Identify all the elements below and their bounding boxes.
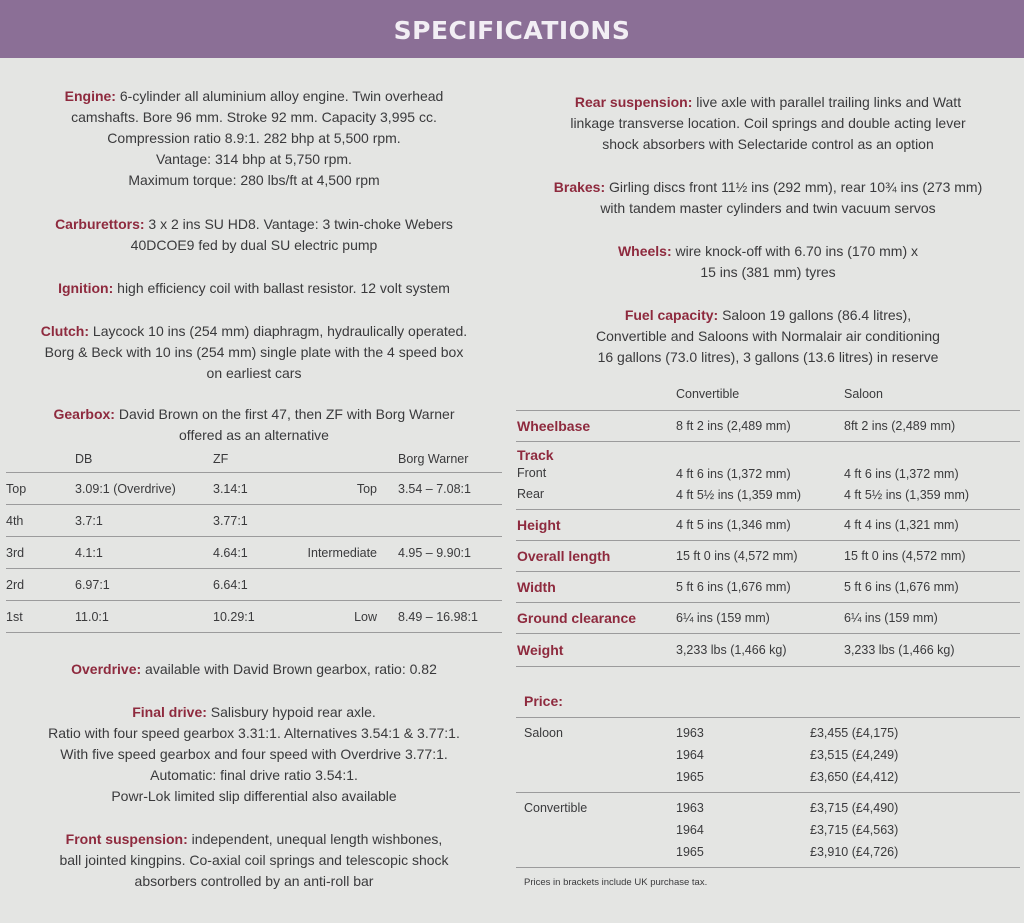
final-drive-spec bbox=[6, 702, 502, 807]
gearbox-line: David Brown on the first 47, then ZF with Borg Warner bbox=[118, 406, 455, 422]
track-saloon bbox=[843, 442, 1020, 510]
overall-length-saloon: 15 ft 0 ins (4,572 mm) bbox=[843, 541, 1020, 572]
table-row bbox=[516, 411, 1020, 442]
price-year: 1965 bbox=[676, 845, 704, 859]
table-row bbox=[6, 601, 502, 633]
dimensions-header-row bbox=[516, 378, 1020, 411]
weight-saloon: 3,233 lbs (1,466 kg) bbox=[843, 634, 1020, 667]
spacer bbox=[6, 384, 502, 404]
ignition-spec bbox=[6, 278, 502, 299]
front-suspension-line: independent, unequal length wishbones, bbox=[191, 831, 443, 847]
ground-clearance-label: Ground clearance bbox=[516, 603, 675, 634]
front-suspension-line: ball jointed kingpins. Co-axial coil springs and telescopic shock bbox=[59, 852, 449, 868]
bw-cell: 4.95 – 9.90:1 bbox=[398, 537, 502, 569]
price-year: 1963 bbox=[676, 726, 704, 740]
track-rear-convertible: 4 ft 5½ ins (1,359 mm) bbox=[676, 488, 802, 502]
final-drive-line: Automatic: final drive ratio 3.54:1. bbox=[150, 767, 358, 783]
wheelbase-label: Wheelbase bbox=[516, 411, 675, 442]
db-cell: 11.0:1 bbox=[75, 601, 213, 633]
saloon-price-label: Saloon bbox=[516, 718, 675, 793]
price-footnote: Prices in brackets include UK purchase tax. bbox=[524, 877, 708, 888]
page-title: SPECIFICATIONS bbox=[393, 15, 631, 45]
front-suspension-label: Front suspension: bbox=[65, 831, 188, 847]
zf-cell: 4.64:1 bbox=[213, 537, 291, 569]
saloon-years bbox=[675, 718, 809, 793]
wheels-spec bbox=[516, 241, 1020, 283]
spacer bbox=[516, 219, 1020, 241]
saloon-prices bbox=[809, 718, 1020, 793]
engine-line: camshafts. Bore 96 mm. Stroke 92 mm. Capacity 3,995 cc. bbox=[71, 109, 437, 125]
clutch-line: Laycock 10 ins (254 mm) diaphragm, hydraulically operated. bbox=[92, 323, 468, 339]
final-drive-line: With five speed gearbox and four speed with Overdrive 3.77:1. bbox=[60, 746, 448, 762]
dim-label-col-header bbox=[516, 378, 675, 411]
overdrive-line: available with David Brown gearbox, ratio: 0.82 bbox=[145, 661, 437, 677]
price-value: £3,650 (£4,412) bbox=[810, 770, 899, 784]
gear-cell: 3rd bbox=[6, 537, 75, 569]
engine-spec bbox=[6, 86, 502, 191]
convertible-years bbox=[675, 793, 809, 868]
spacer bbox=[6, 807, 502, 829]
spacer bbox=[6, 299, 502, 321]
price-year: 1964 bbox=[676, 823, 704, 837]
table-row bbox=[516, 634, 1020, 667]
overall-length-convertible: 15 ft 0 ins (4,572 mm) bbox=[675, 541, 843, 572]
rear-suspension-line: linkage transverse location. Coil springs and double acting lever bbox=[570, 115, 966, 131]
price-value: £3,715 (£4,490) bbox=[810, 801, 899, 815]
bw-gear-cell bbox=[291, 505, 398, 537]
db-cell: 3.09:1 (Overdrive) bbox=[75, 473, 213, 505]
rear-suspension-spec bbox=[516, 92, 1020, 155]
ignition-line: high efficiency coil with ballast resistor. 12 volt system bbox=[117, 280, 450, 296]
front-suspension-line: absorbers controlled by an anti-roll bar bbox=[134, 873, 374, 889]
clutch-line: on earliest cars bbox=[206, 365, 302, 381]
track-label: Track bbox=[517, 446, 554, 463]
brakes-line: Girling discs front 11½ ins (292 mm), rear 10¾ ins (273 mm) bbox=[609, 179, 983, 195]
height-convertible: 4 ft 5 ins (1,346 mm) bbox=[675, 510, 843, 541]
engine-line: Vantage: 314 bhp at 5,750 rpm. bbox=[156, 151, 352, 167]
db-cell: 6.97:1 bbox=[75, 569, 213, 601]
width-saloon: 5 ft 6 ins (1,676 mm) bbox=[843, 572, 1020, 603]
gearbox-header-row bbox=[6, 446, 502, 473]
final-drive-line: Salisbury hypoid rear axle. bbox=[210, 704, 376, 720]
final-drive-label: Final drive: bbox=[132, 704, 207, 720]
rear-suspension-line: live axle with parallel trailing links and Watt bbox=[696, 94, 962, 110]
brakes-spec bbox=[516, 177, 1020, 219]
bw-col-header: Borg Warner bbox=[398, 452, 469, 466]
right-column bbox=[516, 92, 1020, 888]
fuel-capacity-spec bbox=[516, 305, 1020, 368]
gear-cell: 2rd bbox=[6, 569, 75, 601]
zf-cell: 6.64:1 bbox=[213, 569, 291, 601]
carburettors-line: 3 x 2 ins SU HD8. Vantage: 3 twin-choke Webers bbox=[148, 216, 453, 232]
left-column bbox=[6, 86, 502, 892]
table-row bbox=[6, 537, 502, 569]
price-value: £3,515 (£4,249) bbox=[810, 748, 899, 762]
gear-cell: 4th bbox=[6, 505, 75, 537]
price-table bbox=[516, 717, 1020, 868]
spacer bbox=[6, 191, 502, 214]
zf-cell: 3.14:1 bbox=[213, 473, 291, 505]
width-convertible: 5 ft 6 ins (1,676 mm) bbox=[675, 572, 843, 603]
overdrive-label: Overdrive: bbox=[71, 661, 142, 677]
bw-gear-col-header bbox=[291, 446, 398, 473]
bw-cell: 8.49 – 16.98:1 bbox=[398, 601, 502, 633]
price-heading: Price: bbox=[524, 693, 563, 709]
track-convertible bbox=[675, 442, 843, 510]
table-row bbox=[516, 718, 1020, 793]
bw-cell bbox=[398, 569, 502, 601]
carburettors-line: 40DCOE9 fed by dual SU electric pump bbox=[130, 237, 378, 253]
track-front-saloon: 4 ft 6 ins (1,372 mm) bbox=[844, 467, 959, 481]
zf-cell: 10.29:1 bbox=[213, 601, 291, 633]
spacer bbox=[6, 680, 502, 702]
gearbox-label: Gearbox: bbox=[53, 406, 115, 422]
engine-label: Engine: bbox=[64, 88, 116, 104]
table-row bbox=[516, 442, 1020, 510]
table-row bbox=[6, 505, 502, 537]
bw-cell bbox=[398, 505, 502, 537]
overdrive-spec bbox=[6, 659, 502, 680]
clutch-label: Clutch: bbox=[40, 323, 90, 339]
brakes-label: Brakes: bbox=[553, 179, 606, 195]
wheelbase-saloon: 8ft 2 ins (2,489 mm) bbox=[843, 411, 1020, 442]
ground-clearance-convertible: 6¼ ins (159 mm) bbox=[675, 603, 843, 634]
db-cell: 4.1:1 bbox=[75, 537, 213, 569]
overall-length-label: Overall length bbox=[516, 541, 675, 572]
gear-cell: 1st bbox=[6, 601, 75, 633]
table-row bbox=[516, 572, 1020, 603]
saloon-col-header: Saloon bbox=[844, 387, 883, 401]
table-row bbox=[6, 569, 502, 601]
final-drive-line: Powr-Lok limited slip differential also available bbox=[111, 788, 397, 804]
convertible-price-label: Convertible bbox=[516, 793, 675, 868]
table-row bbox=[516, 603, 1020, 634]
wheelbase-convertible: 8 ft 2 ins (2,489 mm) bbox=[675, 411, 843, 442]
fuel-capacity-line: Saloon 19 gallons (86.4 litres), bbox=[722, 307, 912, 323]
gear-col-header bbox=[6, 446, 75, 473]
table-row bbox=[516, 793, 1020, 868]
fuel-capacity-label: Fuel capacity: bbox=[624, 307, 719, 323]
track-front-label: Front bbox=[517, 465, 547, 480]
gearbox-ratio-table bbox=[6, 446, 502, 633]
gearbox-line: offered as an alternative bbox=[179, 427, 329, 443]
carburettors-label: Carburettors: bbox=[55, 216, 145, 232]
front-suspension-spec bbox=[6, 829, 502, 892]
bw-cell: 3.54 – 7.08:1 bbox=[398, 473, 502, 505]
bw-gear-cell bbox=[291, 569, 398, 601]
track-rear-label: Rear bbox=[517, 486, 545, 501]
table-row bbox=[6, 473, 502, 505]
convertible-col-header: Convertible bbox=[676, 387, 740, 401]
price-value: £3,455 (£4,175) bbox=[810, 726, 899, 740]
weight-convertible: 3,233 lbs (1,466 kg) bbox=[675, 634, 843, 667]
dimensions-table bbox=[516, 378, 1020, 667]
carburettors-spec bbox=[6, 214, 502, 256]
track-front-convertible: 4 ft 6 ins (1,372 mm) bbox=[676, 467, 791, 481]
zf-col-header: ZF bbox=[213, 452, 229, 466]
width-label: Width bbox=[516, 572, 675, 603]
engine-line: Maximum torque: 280 lbs/ft at 4,500 rpm bbox=[128, 172, 380, 188]
gear-cell: Top bbox=[6, 473, 75, 505]
final-drive-line: Ratio with four speed gearbox 3.31:1. Alternatives 3.54:1 & 3.77:1. bbox=[48, 725, 460, 741]
fuel-capacity-line: 16 gallons (73.0 litres), 3 gallons (13.6 litres) in reserve bbox=[597, 349, 939, 365]
price-value: £3,910 (£4,726) bbox=[810, 845, 899, 859]
brakes-line: with tandem master cylinders and twin vacuum servos bbox=[600, 200, 936, 216]
engine-line: Compression ratio 8.9:1. 282 bhp at 5,500 rpm. bbox=[107, 130, 401, 146]
track-rear-saloon: 4 ft 5½ ins (1,359 mm) bbox=[844, 488, 970, 502]
db-cell: 3.7:1 bbox=[75, 505, 213, 537]
wheels-line: 15 ins (381 mm) tyres bbox=[700, 264, 836, 280]
ignition-label: Ignition: bbox=[58, 280, 114, 296]
price-year: 1964 bbox=[676, 748, 704, 762]
track-cell bbox=[516, 442, 675, 510]
db-col-header: DB bbox=[75, 452, 93, 466]
height-saloon: 4 ft 4 ins (1,321 mm) bbox=[843, 510, 1020, 541]
spacer bbox=[516, 155, 1020, 177]
spacer bbox=[6, 633, 502, 659]
clutch-line: Borg & Beck with 10 ins (254 mm) single plate with the 4 speed box bbox=[44, 344, 464, 360]
price-year: 1965 bbox=[676, 770, 704, 784]
table-row bbox=[516, 510, 1020, 541]
weight-label: Weight bbox=[516, 634, 675, 667]
spacer bbox=[516, 283, 1020, 305]
wheels-label: Wheels: bbox=[617, 243, 672, 259]
page-header bbox=[0, 0, 1024, 58]
zf-cell: 3.77:1 bbox=[213, 505, 291, 537]
gearbox-spec bbox=[6, 404, 502, 446]
rear-suspension-label: Rear suspension: bbox=[574, 94, 693, 110]
wheels-line: wire knock-off with 6.70 ins (170 mm) x bbox=[675, 243, 919, 259]
price-value: £3,715 (£4,563) bbox=[810, 823, 899, 837]
convertible-prices bbox=[809, 793, 1020, 868]
ground-clearance-saloon: 6¼ ins (159 mm) bbox=[843, 603, 1020, 634]
engine-line: 6-cylinder all aluminium alloy engine. Twin overhead bbox=[119, 88, 444, 104]
bw-gear-cell: Low bbox=[291, 601, 398, 633]
fuel-capacity-line: Convertible and Saloons with Normalair air conditioning bbox=[596, 328, 940, 344]
bw-gear-cell: Top bbox=[291, 473, 398, 505]
spacer bbox=[6, 256, 502, 278]
rear-suspension-line: shock absorbers with Selectaride control as an option bbox=[602, 136, 934, 152]
clutch-spec bbox=[6, 321, 502, 384]
table-row bbox=[516, 541, 1020, 572]
height-label: Height bbox=[516, 510, 675, 541]
bw-gear-cell: Intermediate bbox=[291, 537, 398, 569]
price-year: 1963 bbox=[676, 801, 704, 815]
